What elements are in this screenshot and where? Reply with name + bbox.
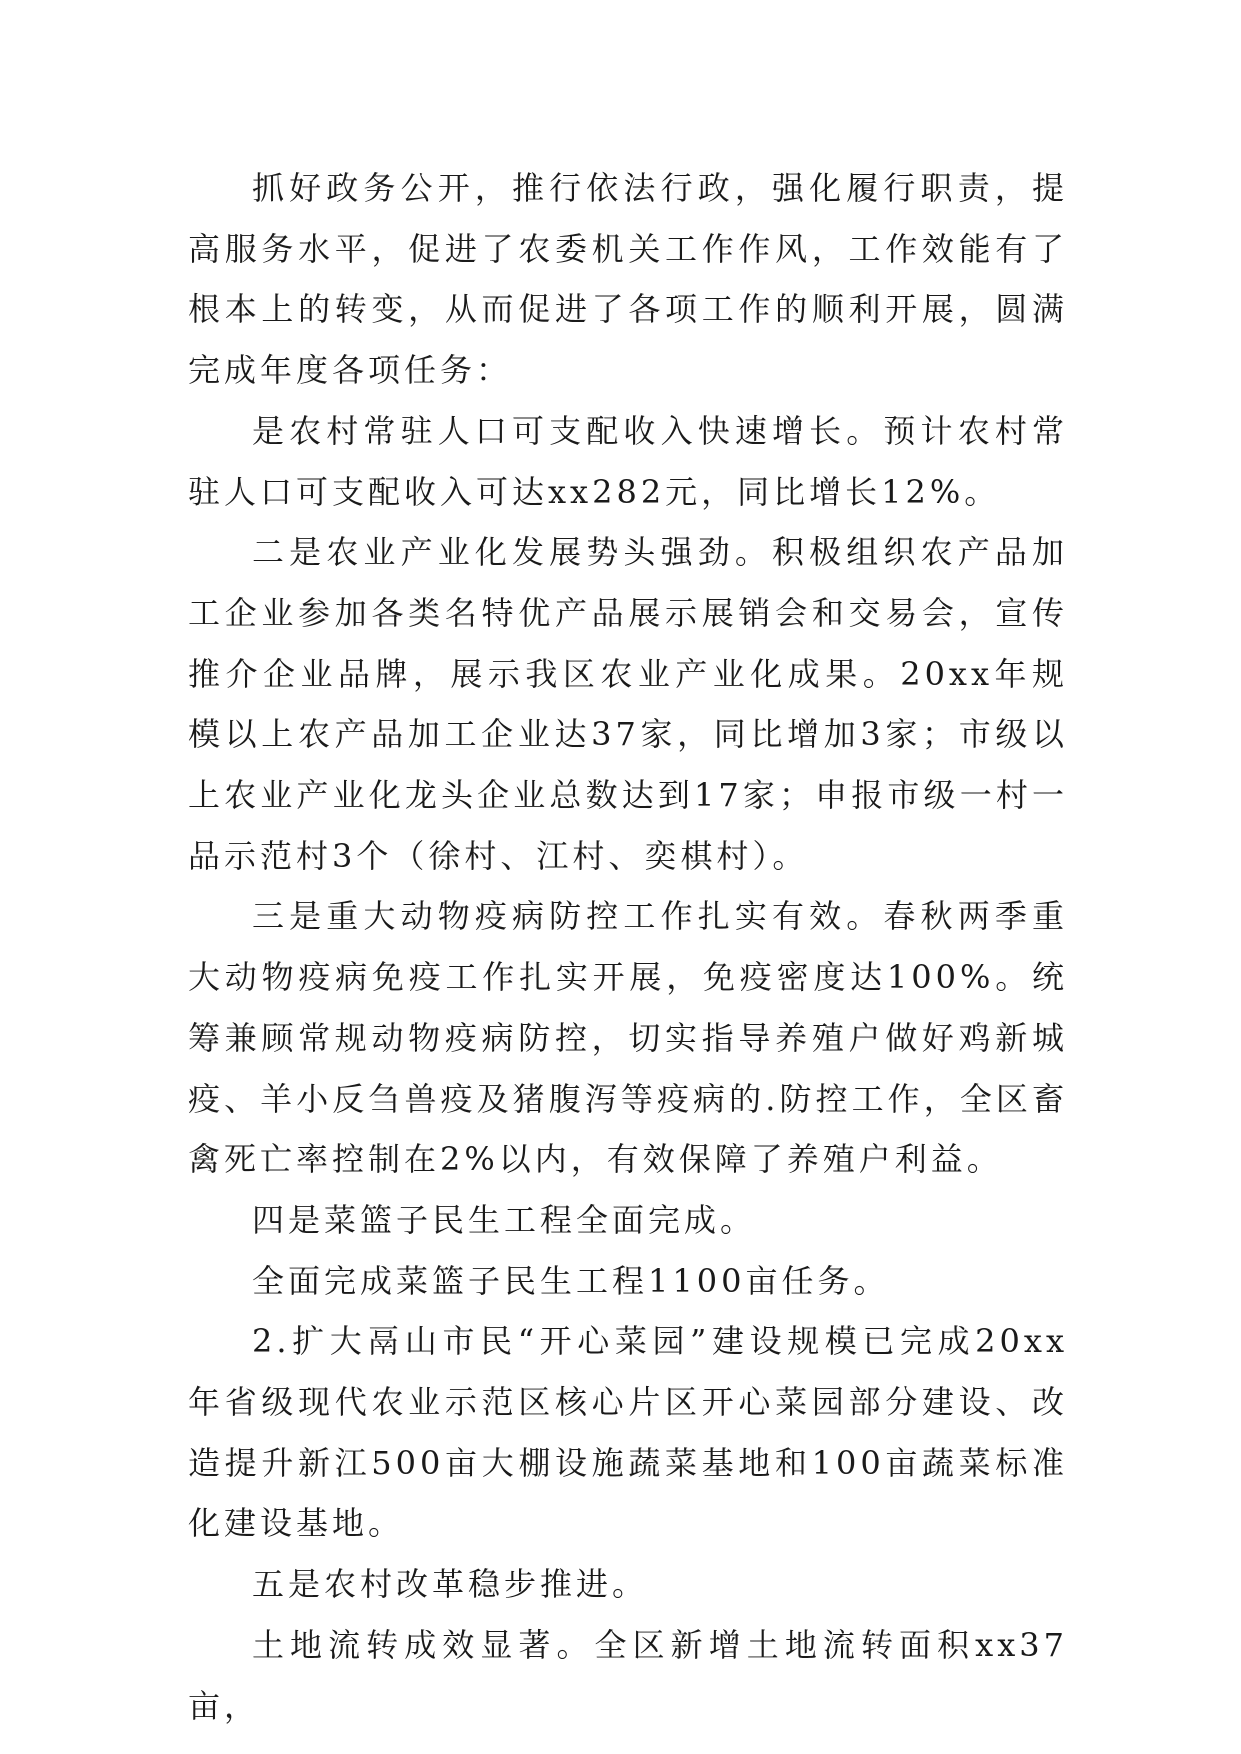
paragraph-income: 是农村常驻人口可支配收入快速增长。预计农村常驻人口可支配收入可达xx282元，同比增长12%。: [188, 411, 1068, 511]
document-body: [188, 158, 1068, 1736]
paragraph-intro: 抓好政务公开，推行依法行政，强化履行职责，提高服务水平，促进了农委机关工作作风，工作效能有了根本上的转变，从而促进了各项工作的顺利开展，圆满完成年度各项任务：: [188, 169, 1068, 390]
paragraph-vegetable-basket-task: 全面完成菜篮子民生工程1100亩任务。: [252, 1261, 890, 1300]
paragraph-disease-control: 三是重大动物疫病防控工作扎实有效。春秋两季重大动物疫病免疫工作扎实开展，免疫密度达100%。统筹兼顾常规动物疫病防控，切实指导养殖户做好鸡新城疫、羊小反刍兽疫及猪腹泻等疫病的.防控工作，全区畜禽死亡率控制在2%以内，有效保障了养殖户利益。: [188, 897, 1068, 1179]
paragraph-rural-reform: 五是农村改革稳步推进。: [252, 1565, 649, 1604]
paragraph-industrialization: 二是农业产业化发展势头强劲。积极组织农产品加工企业参加各类名特优产品展示展销会和交易会，宣传推介企业品牌，展示我区农业产业化成果。20xx年规模以上农产品加工企业达37家，同比增加3家；市级以上农业产业化龙头企业总数达到17家；申报市级一村一品示范村3个（徐村、江村、奕棋村）。: [188, 533, 1068, 875]
paragraph-land-transfer: 土地流转成效显著。全区新增土地流转面积xx37亩，: [188, 1625, 1068, 1725]
paragraph-vegetable-basket: 四是菜篮子民生工程全面完成。: [252, 1200, 757, 1239]
paragraph-happy-garden: 2.扩大鬲山市民“开心菜园”建设规模已完成20xx年省级现代农业示范区核心片区开心菜园部分建设、改造提升新江500亩大棚设施蔬菜基地和100亩蔬菜标准化建设基地。: [188, 1322, 1068, 1543]
